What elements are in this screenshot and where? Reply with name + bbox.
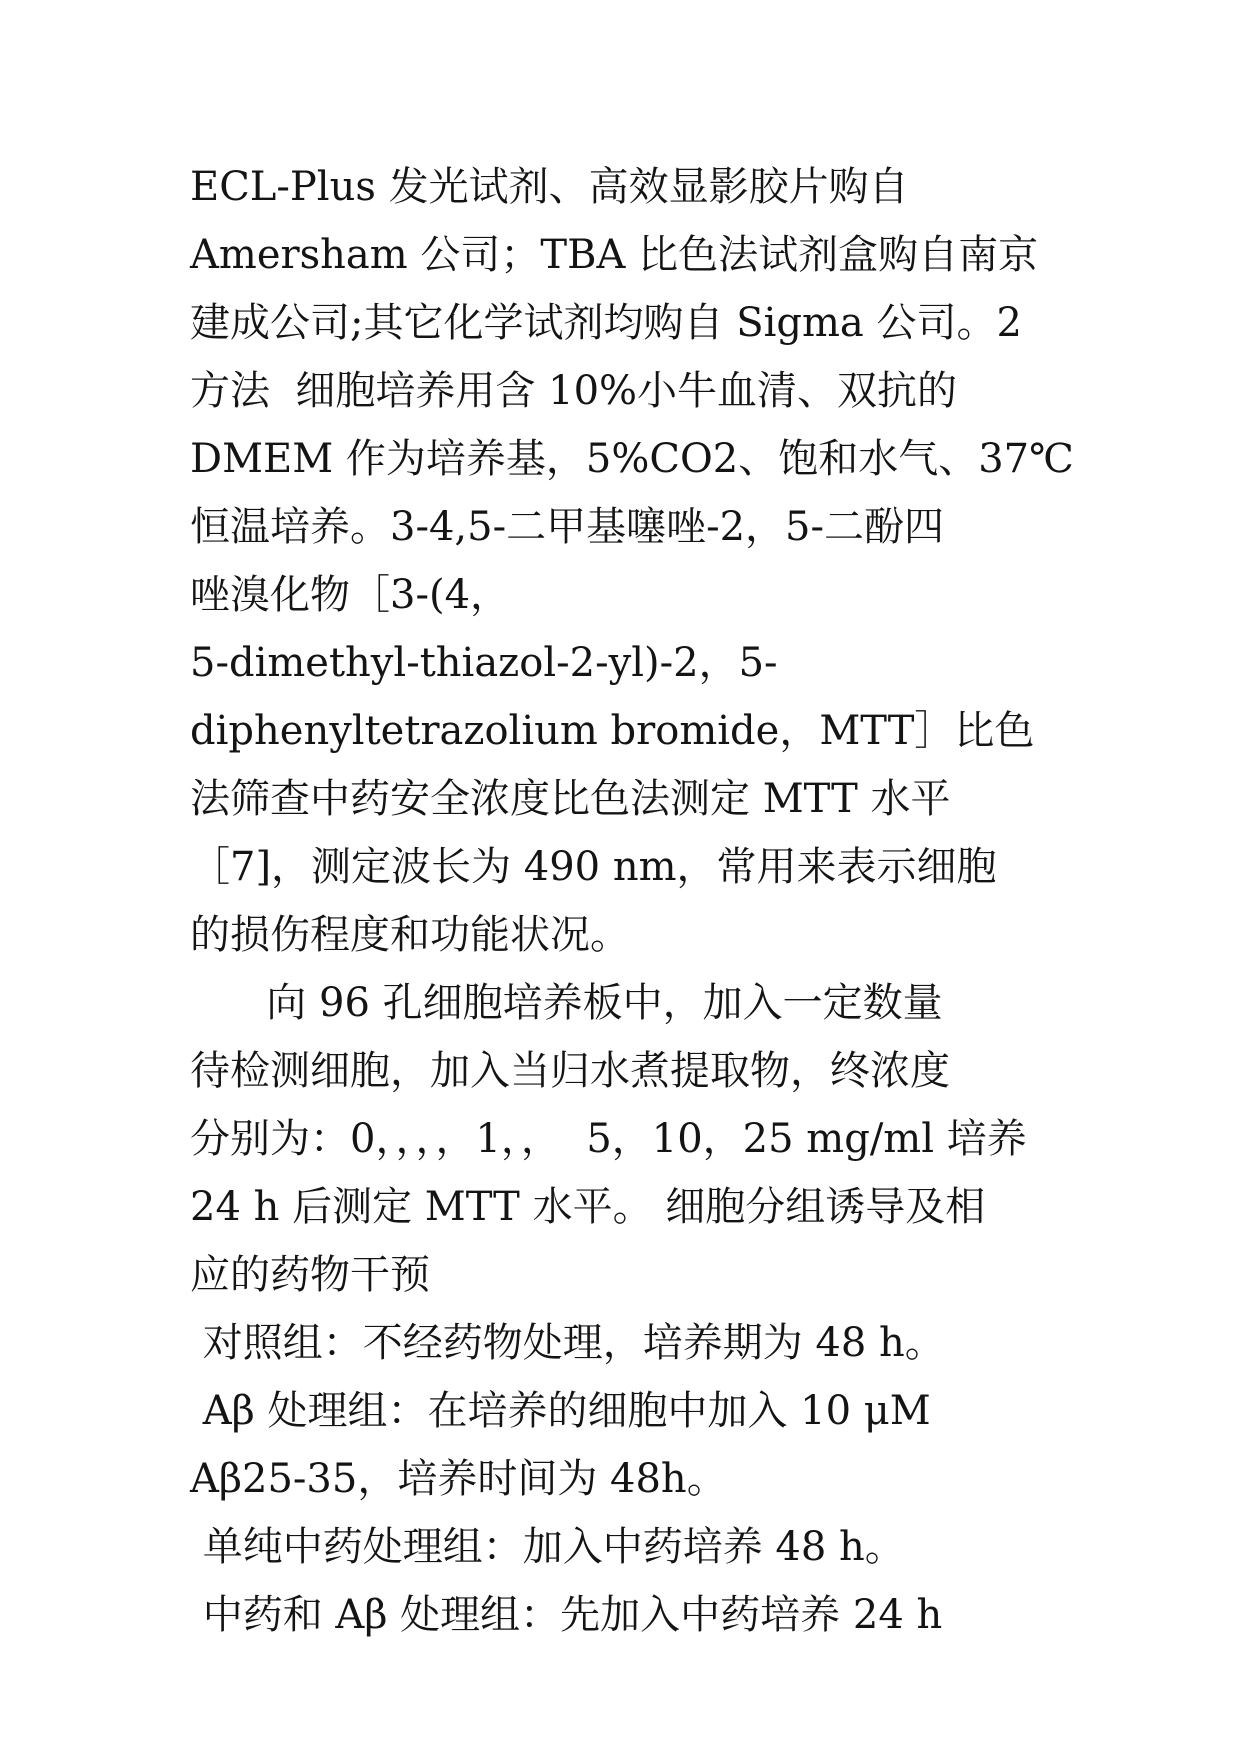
text-line: Aβ 处理组：在培养的细胞中加入 10 μM [190,1388,931,1434]
text-line: 应的药物干预 [190,1252,430,1298]
text-line: 中药和 Aβ 处理组：先加入中药培养 24 h [190,1592,943,1638]
text-line: Amersham 公司；TBA 比色法试剂盒购自南京 [190,232,1039,278]
document-page [190,153,1074,1649]
text-line: 24 h 后测定 MTT 水平。 细胞分组诱导及相 [190,1184,986,1230]
text-line: 法筛查中药安全浓度比色法测定 MTT 水平 [190,776,951,822]
text-line: 建成公司;其它化学试剂均购自 Sigma 公司。2 [190,300,1022,346]
text-line: 唑溴化物［3-(4， [190,572,511,618]
text-line: 单纯中药处理组：加入中药培养 48 h。 [190,1524,905,1570]
text-line: 的损伤程度和功能状况。 [190,912,630,958]
text-line: DMEM 作为培养基，5%CO2、饱和水气、37℃ [190,436,1074,482]
text-line: ECL-Plus 发光试剂、高效显影胶片购自 [190,164,909,210]
text-line: 方法 细胞培养用含 10%小牛血清、双抗的 [190,368,958,414]
text-line: ［7]，测定波长为 490 nm，常用来表示细胞 [190,844,997,890]
text-line: 5-dimethyl-thiazol-2-yl)-2，5- [190,640,778,686]
text-line: 对照组：不经药物处理，培养期为 48 h。 [190,1320,945,1366]
text-line: Aβ25-35，培养时间为 48h。 [190,1456,727,1502]
text-line: 恒温培养。3-4,5-二甲基噻唑-2，5-二酚四 [190,504,945,550]
text-line: 分别为：0，，，，1，， 5，10，25 mg/ml 培养 [190,1116,1027,1162]
text-line: 待检测细胞，加入当归水煮提取物，终浓度 [190,1048,950,1094]
text-line: 向 96 孔细胞培养板中，加入一定数量 [190,980,943,1026]
text-line: diphenyltetrazolium bromide，MTT］比色 [190,708,1035,754]
